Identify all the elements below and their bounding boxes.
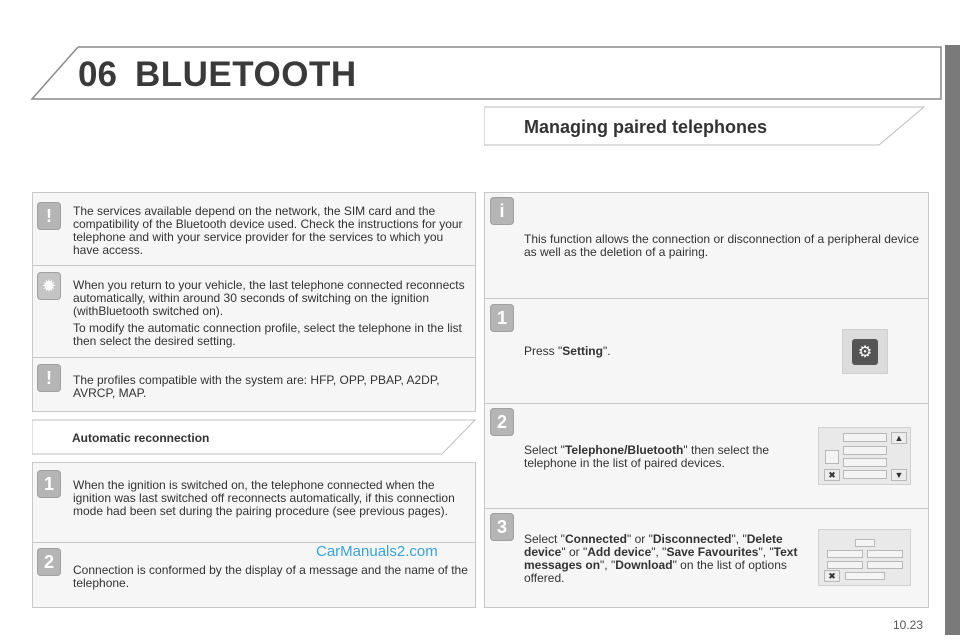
step-2-icon: 2 [37, 548, 61, 576]
note-reconnect: When you return to your vehicle, the last telephone connected reconnects automatically, within around 30 seconds of switching on the ignition (withBluetooth switched on). [73, 278, 465, 318]
divider [33, 357, 475, 358]
thumb-row [867, 550, 903, 558]
telephone-list-thumb [818, 427, 911, 485]
chapter-title: BLUETOOTH [135, 55, 357, 94]
note-profile: To modify the automatic connection profile, select the telephone in the list then select the desired setting. [73, 321, 462, 348]
thumb-row [827, 550, 863, 558]
setting-button-thumb [842, 329, 888, 374]
auto-step-2-text: Connection is conformed by the display of a message and the name of the telephone. [73, 563, 468, 590]
note-profiles: The profiles compatible with the system are: HFP, OPP, PBAP, A2DP, AVRCP, MAP. [73, 373, 440, 400]
note-services: The services available depend on the network, the SIM card and the compatibility of the Bluetooth device used. Check the instructions for your telephone and with your service provider for the services to which you have access. [73, 204, 463, 257]
thumb-row [843, 470, 887, 479]
thumb-row [855, 539, 875, 547]
thumb-side [825, 450, 839, 464]
close-icon: ✖ [824, 570, 840, 582]
thumb-row [843, 458, 887, 467]
down-arrow-icon: ▼ [891, 469, 907, 481]
options-list-thumb [818, 529, 911, 586]
thumb-row [845, 572, 885, 580]
info-text: This function allows the connection or disconnection of a peripheral device as well as the deletion of a pairing. [524, 232, 919, 259]
thumb-row [827, 561, 863, 569]
exclamation-icon: ! [37, 364, 61, 392]
settings-icon: ⚙ [852, 339, 878, 365]
auto-step-1-text: When the ignition is switched on, the telephone connected when the ignition was last switched off reconnects automatically, if this connection mode had been set during the pairing procedure (see previous pages). [73, 478, 455, 518]
divider [485, 403, 928, 404]
step-2-icon: 2 [490, 408, 514, 436]
side-bar [945, 45, 960, 635]
exclamation-icon: ! [37, 202, 61, 230]
divider [485, 298, 928, 299]
up-arrow-icon: ▲ [891, 432, 907, 444]
divider [485, 508, 928, 509]
step-1-icon: 1 [490, 304, 514, 332]
thumb-row [843, 446, 887, 455]
section-title: Managing paired telephones [524, 117, 768, 137]
step-1-icon: 1 [37, 470, 61, 498]
auto-reconnect-title: Automatic reconnection [72, 431, 210, 445]
divider [33, 265, 475, 266]
step-3-text: Select "Connected" or "Disconnected", "Delete device" or "Add device", "Save Favourites", "Text messages on", "Download" on the list of options offered. [524, 532, 798, 585]
thumb-row [867, 561, 903, 569]
watermark: CarManuals2.com [316, 543, 438, 560]
page-number: 10.23 [893, 618, 924, 632]
step-1-text: Press "Setting". [524, 344, 611, 358]
thumb-row [843, 433, 887, 442]
step-2-text: Select "Telephone/Bluetooth" then select the telephone in the list of paired devices. [524, 443, 770, 470]
chapter-number: 06 [78, 55, 117, 94]
close-icon: ✖ [824, 469, 840, 481]
info-icon: i [490, 197, 514, 225]
gear-icon: ✹ [37, 272, 61, 300]
step-3-icon: 3 [490, 513, 514, 541]
